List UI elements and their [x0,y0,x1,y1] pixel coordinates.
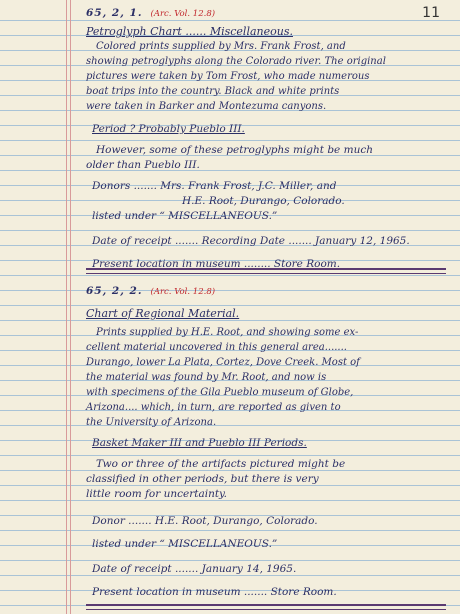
period-line: Period ? Probably Pueblo III. [92,123,245,135]
period-line: Basket Maker III and Pueblo III Periods. [92,437,307,449]
margin-line [70,0,71,614]
entry-title: Chart of Regional Material. [86,307,240,320]
archive-reference: (Arc. Vol. 12.8) [150,287,216,297]
entry-header [86,6,442,22]
donor-line: Donor ....... H.E. Root, Durango, Colorado. [92,515,318,527]
present-location: Present location in museum ....... Store Room. [92,586,337,598]
donors-line: Donors ....... Mrs. Frank Frost, J.C. Miller, and [92,180,337,192]
present-location: Present location in museum ........ Store Room. [92,258,341,270]
catalog-number: 65, 2, 2. [86,285,143,297]
entry-header [86,284,442,300]
catalog-entry-2 [86,284,442,600]
date-of-receipt: Date of receipt ....... Recording Date ....... January 12, 1965. [92,235,410,247]
period-note: However, some of these petroglyphs might be much older than Pueblo III. [86,144,373,171]
catalog-entry-1 [86,6,442,272]
margin-line [66,0,67,614]
listed-under: listed under “ MISCELLANEOUS.” [92,210,278,222]
date-of-receipt: Date of receipt ....... January 14, 1965. [92,563,297,575]
donors-line-continued: H.E. Root, Durango, Colorado. [182,195,345,207]
period-note: Two or three of the artifacts pictured might be classified in other periods, but there is very little room for uncertainty. [86,458,346,500]
entry-title: Petroglyph Chart ...... Miscellaneous. [86,25,293,38]
listed-under: listed under “ MISCELLANEOUS.” [92,538,278,550]
entry-separator [86,604,446,610]
entry-description: Colored prints supplied by Mrs. Frank Frost, and showing petroglyphs along the Colorado river. The original pictures were taken by Tom Frost, who made numerous boat trips into the country. Black and white prints were taken in Barker and Montezuma canyons. [86,41,386,112]
page-number: 11 [422,5,440,21]
entry-description: Prints supplied by H.E. Root, and showing some ex- cellent material uncovered in this general area....... Durango, lower La Plata, Cortez, Dove Creek. Most of the material was found by Mr. Root, and now is with specimens of the Gila Pueblo museum of Globe, Arizona.... which, in turn, are reported as given to the University of Arizona. [86,327,360,428]
archive-reference: (Arc. Vol. 12.8) [150,9,216,19]
catalog-number: 65, 2, 1. [86,7,143,19]
entry-separator [86,268,446,274]
